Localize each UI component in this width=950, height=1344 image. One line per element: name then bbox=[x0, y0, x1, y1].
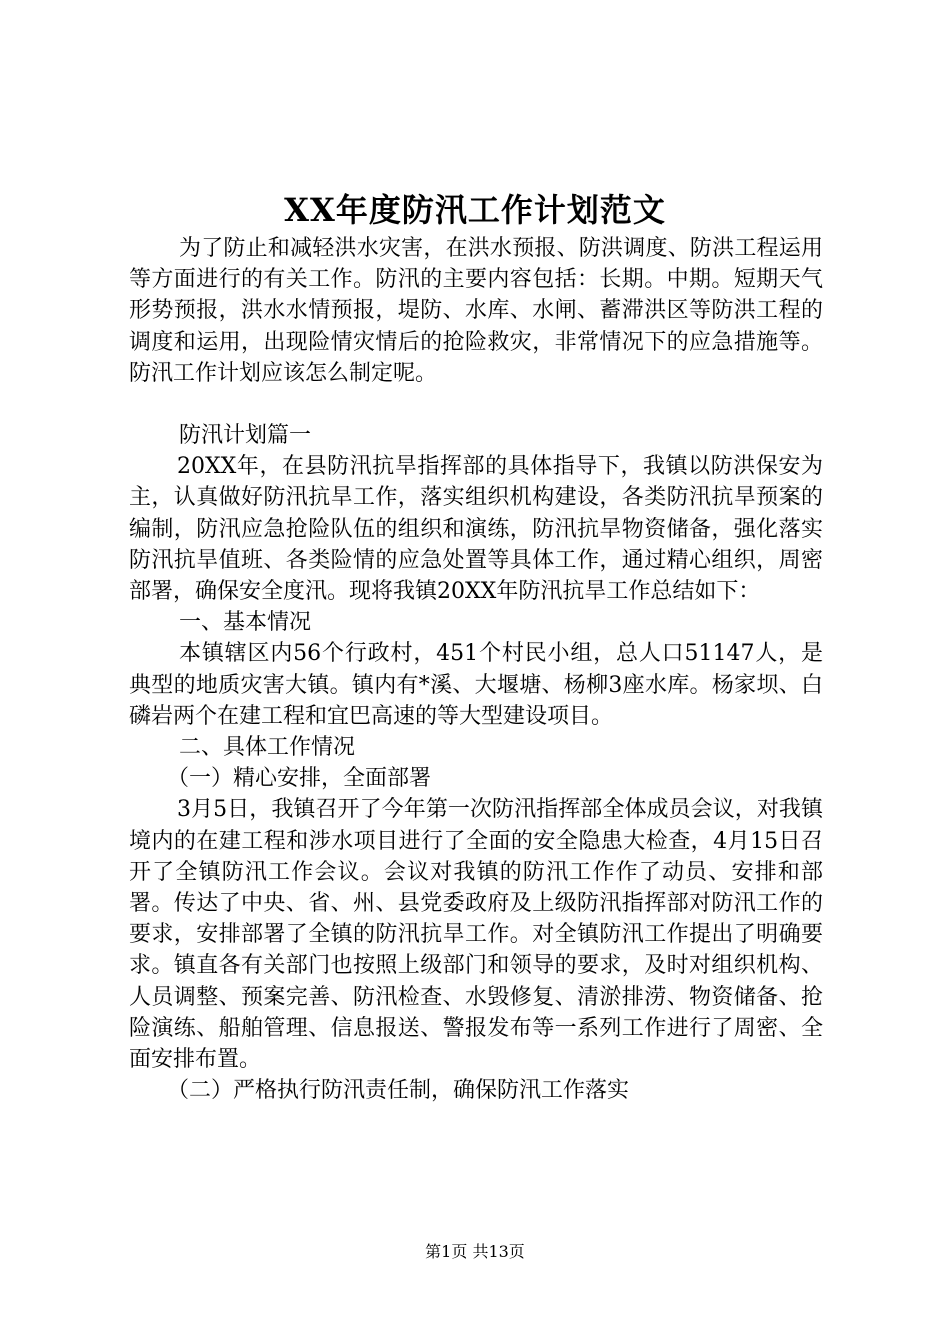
basic-situation-paragraph: 本镇辖区内56个行政村，451个村民小组，总人口51147人，是典型的地质灾害大镇。镇内有*溪、大堰塘、杨柳3座水库。杨家坝、白磷岩两个在建工程和宜巴高速的等大型建设项目。 bbox=[129, 641, 823, 729]
arrangement-paragraph: 3月5日，我镇召开了今年第一次防汛指挥部全体成员会议，对我镇境内的在建工程和涉水项目进行了全面的安全隐患大检查，4月15日召开了全镇防汛工作会议。会议对我镇的防汛工作作了动员、安排和部署。传达了中央、省、州、县党委政府及上级防汛指挥部对防汛工作的要求，安排部署了全镇的防汛抗旱工作。对全镇防汛工作提出了明确要求。镇直各有关部门也按照上级部门和领导的要求，及时对组织机构、人员调整、预案完善、防汛检查、水毁修复、清淤排涝、物资储备、抢险演练、船舶管理、信息报送、警报发布等一系列工作进行了周密、全面安排布置。 bbox=[129, 797, 823, 1073]
summary-paragraph: 20XX年，在县防汛抗旱指挥部的具体指导下，我镇以防洪保安为主，认真做好防汛抗旱工作，落实组织机构建设，各类防汛抗旱预案的编制，防汛应急抢险队伍的组织和演练，防汛抗旱物资储备，强化落实防汛抗旱值班、各类险情的应急处置等具体工作，通过精心组织，周密部署，确保安全度汛。现将我镇20XX年防汛抗旱工作总结如下： bbox=[129, 454, 823, 605]
intro-paragraph: 为了防止和减轻洪水灾害，在洪水预报、防洪调度、防洪工程运用等方面进行的有关工作。防汛的主要内容包括：长期。中期。短期天气形势预报，洪水水情预报，堤防、水库、水闸、蓄滞洪区等防洪工程的调度和运用，出现险情灾情后的抢险救灾，非常情况下的应急措施等。防汛工作计划应该怎么制定呢。 bbox=[129, 236, 823, 386]
document-title: XX年度防汛工作计划范文 bbox=[284, 191, 666, 229]
paragraph-gap bbox=[129, 389, 823, 420]
heading-work-situation: 二、具体工作情况 bbox=[179, 735, 356, 761]
page-number-footer: 第1页 共13页 bbox=[425, 1242, 525, 1261]
heading-basic-situation: 一、基本情况 bbox=[179, 610, 312, 636]
document-body bbox=[129, 233, 823, 1106]
subheading-responsibility-system: （二）严格执行防汛责任制，确保防汛工作落实 bbox=[167, 1078, 630, 1104]
subheading-careful-arrangement: （一）精心安排，全面部署 bbox=[167, 766, 432, 792]
section-heading-plan-one: 防汛计划篇一 bbox=[179, 423, 312, 449]
